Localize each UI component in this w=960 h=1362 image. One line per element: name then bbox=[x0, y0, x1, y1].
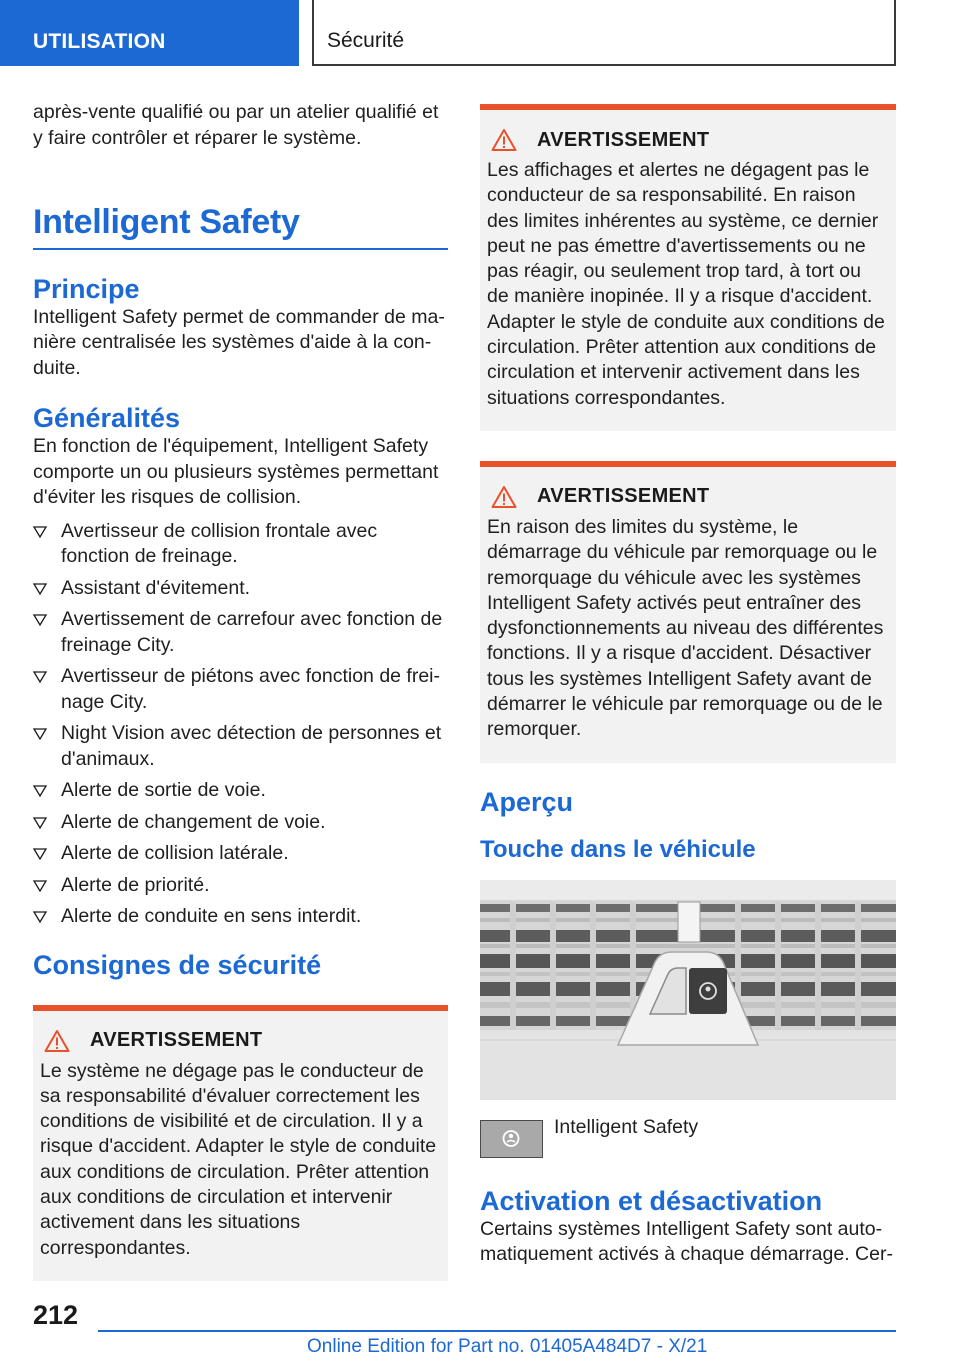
list-item: Assistant d'évitement. bbox=[33, 576, 448, 602]
activation-text: Certains systèmes Intelligent Safety sont automatiquement activés à chaque démarrage. Cer- bbox=[480, 1217, 893, 1266]
principe-heading: Principe bbox=[33, 273, 140, 304]
footer-edition: Online Edition for Part no. 01405A484D7 - X/21 bbox=[307, 1336, 708, 1357]
bullet-triangle-icon bbox=[33, 847, 47, 861]
left-column bbox=[33, 100, 448, 1281]
generalites-text: En fonction de l'équipement, Intelligent Safety comporte un ou plusieurs systèmes permettant d'éviter les risques de collision. bbox=[33, 435, 439, 508]
warning-text: Le système ne dégage pas le conducteur de sa responsabilité d'évaluer correctement les conditions de visibilité et de circulation. Il y a risque d'accident. Adapter le style de conduite aux conditions de circulation. Prêter attention aux conditions de circulation et intervenir activement dans les situations correspondantes. bbox=[40, 1059, 437, 1259]
intelligent-safety-key bbox=[480, 1120, 543, 1158]
list-item: Alerte de conduite en sens interdit. bbox=[33, 904, 448, 930]
vehicle-button-photo bbox=[480, 880, 896, 1100]
warning-triangle-icon bbox=[44, 1029, 70, 1053]
activation-heading: Activation et désactivation bbox=[480, 1185, 823, 1216]
warning-title: AVERTISSEMENT bbox=[487, 128, 888, 152]
bullet-triangle-icon bbox=[33, 613, 47, 627]
list-item: Alerte de priorité. bbox=[33, 873, 448, 899]
apercu-heading: Aperçu bbox=[480, 786, 574, 817]
page-number: 212 bbox=[33, 1300, 79, 1330]
key-row bbox=[480, 1115, 896, 1158]
systems-list bbox=[33, 519, 448, 930]
warning-triangle-icon bbox=[491, 485, 517, 509]
header-chapter-tab bbox=[312, 0, 896, 66]
intelligent-safety-icon bbox=[481, 1121, 541, 1156]
header-chapter-label: Sécurité bbox=[327, 29, 405, 52]
intro-paragraph: après-vente qualifié ou par un atelier qualifié et y faire contrôler et réparer le système. bbox=[33, 101, 439, 149]
list-item: Alerte de changement de voie. bbox=[33, 810, 448, 836]
list-item: Avertisseur de collision frontale avec fonction de freinage. bbox=[33, 519, 448, 570]
warning-text: En raison des limites du système, le démarrage du véhicule par remorquage ou le remorquage du véhicule avec les systèmes Intelligent Safety activés peut entraîner des dysfonctionnements au niveau des différentes fonctions. Il y a risque d'accident. Désactiver tous les systèmes Intelligent Safety avant de démarrer le véhicule par remorquage ou de le remorquer. bbox=[487, 515, 884, 741]
list-item: Alerte de collision latérale. bbox=[33, 841, 448, 867]
page-title: Intelligent Safety bbox=[33, 203, 300, 241]
warning-box-1 bbox=[33, 1005, 448, 1281]
bullet-triangle-icon bbox=[33, 670, 47, 684]
bullet-triangle-icon bbox=[33, 784, 47, 798]
generalites-heading: Généralités bbox=[33, 403, 181, 433]
key-label: Intelligent Safety bbox=[554, 1115, 699, 1138]
header-section-label: UTILISATION bbox=[33, 30, 166, 53]
list-item: Night Vision avec détection de personnes et d'animaux. bbox=[33, 721, 448, 772]
list-item: Avertissement de carrefour avec fonction de freinage City. bbox=[33, 607, 448, 658]
bullet-triangle-icon bbox=[33, 879, 47, 893]
bullet-triangle-icon bbox=[33, 816, 47, 830]
touche-heading: Touche dans le véhicule bbox=[480, 835, 756, 863]
warning-title: AVERTISSEMENT bbox=[487, 485, 888, 509]
list-item: Alerte de sortie de voie. bbox=[33, 778, 448, 804]
right-column bbox=[480, 104, 896, 1268]
bullet-triangle-icon bbox=[33, 525, 47, 539]
footer-rule bbox=[98, 1330, 896, 1332]
header-section-tab bbox=[0, 0, 299, 66]
consignes-heading: Consignes de sécurité bbox=[33, 949, 322, 980]
warning-title: AVERTISSEMENT bbox=[40, 1029, 440, 1053]
list-item: Avertisseur de piétons avec fonction de freinage City. bbox=[33, 664, 448, 715]
bullet-triangle-icon bbox=[33, 727, 47, 741]
bullet-triangle-icon bbox=[33, 582, 47, 596]
warning-box-3 bbox=[480, 461, 896, 763]
dashboard-grille-illustration bbox=[480, 880, 896, 1100]
warning-triangle-icon bbox=[491, 128, 517, 152]
warning-text: Les affichages et alertes ne dégagent pas le conducteur de sa responsabilité. En raison des limites inhérentes au système, ce dernier peut ne pas émettre d'avertissements ou ne pas réagir, ou seulement trop tard, à tort ou de manière inopinée. Il y a risque d'accident. Adapter le style de conduite aux conditions de circulation. Prêter attention aux conditions de circulation et intervenir activement dans les situations correspondantes. bbox=[487, 159, 885, 409]
bullet-triangle-icon bbox=[33, 910, 47, 924]
principe-text: Intelligent Safety permet de commander de manière centralisée les systèmes d'aide à la conduite. bbox=[33, 305, 445, 379]
warning-box-2 bbox=[480, 104, 896, 431]
